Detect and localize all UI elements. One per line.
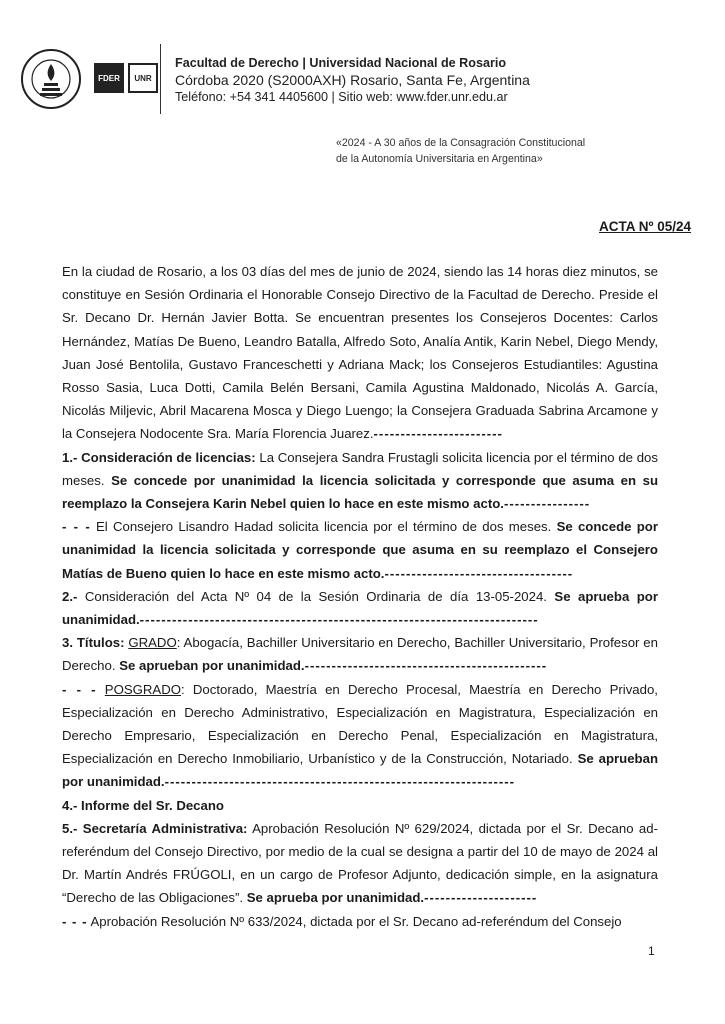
filler-dashes: -------------------------------------------------------------------------- xyxy=(139,612,539,628)
grado-label: GRADO xyxy=(128,635,177,651)
item-resolution: Se aprueban por unanimidad. xyxy=(119,658,305,674)
item-text: Consideración del Acta Nº 04 de la Sesión Ordinaria de día 13-05-2024. xyxy=(77,588,555,604)
unr-logo: UNR xyxy=(128,63,158,93)
item-text: Aprobación Resolución Nº 629/2024, dictada por el Sr. Decano ad-referéndum del Consejo Directivo, por medio de la cual se designa a partir del 10 de mayo de 2024 al Dr. Martín Andrés FRÚGOLI, en un cargo de Profesor Adjunto, dedicación simple, en la asignatura “Derecho de las Obligaciones”. xyxy=(62,820,658,906)
filler-dashes: --------------------- xyxy=(424,890,538,906)
motto xyxy=(336,135,585,167)
item-resolution: Se aprueba por unanimidad. xyxy=(62,588,658,628)
item-text: La Consejera Sandra Frustagli solicita licencia por el término de dos meses. xyxy=(62,449,658,488)
lead-dashes: - - - xyxy=(62,913,88,929)
item-5 xyxy=(62,817,658,910)
institution-name: Facultad de Derecho | Universidad Nacional de Rosario xyxy=(175,56,507,70)
acta-title: ACTA Nº 05/24 xyxy=(599,219,691,234)
item-resolution: Se aprueba por unanimidad. xyxy=(246,890,425,906)
item-heading: 2.- xyxy=(62,588,78,604)
item-text: El Consejero Lisandro Hadad solicita licencia por el término de dos meses. xyxy=(90,519,557,535)
university-seal-icon xyxy=(20,48,82,110)
item-3 xyxy=(62,631,658,677)
item-3b xyxy=(62,678,658,794)
item-resolution: Se concede por unanimidad la licencia solicitada y corresponde que asuma en su reemplazo la Consejera Karin Nebel quien lo hace en este mismo acto. xyxy=(62,472,658,512)
filler-dashes: ----------------------------------- xyxy=(384,565,574,581)
motto-line-2: de la Autonomía Universitaria en Argentina» xyxy=(336,153,543,165)
opening-text: En la ciudad de Rosario, a los 03 días del mes de junio de 2024, siendo las 14 horas diez minutos, se constituye en Sesión Ordinaria el Honorable Consejo Directivo de la Facultad de Derecho. Preside el Sr. Decano Dr. Hernán Javier Botta. Se encuentran presentes los Consejeros Docentes: Carlos Hernández, Matías De Bueno, Leandro Batalla, Alfredo Soto, Analía Antik, Karin Nebel, Diego Mendy, Juan José Bentolila, Gustavo Franceschetti y Adriana Mack; los Consejeros Estudiantiles: Agustina Rosso Sasia, Luca Dotti, Camila Belén Bersani, Camila Agustina Maldonado, Nicolás A. García, Nicolás Miljevic, Abril Macarena Mosca y Diego Luengo; la Consejera Graduada Sabrina Arcamone y la Consejera Nodocente Sra. María Florencia Juarez. xyxy=(62,264,658,442)
filler-dashes: ----------------------------------------------------------------- xyxy=(164,774,516,790)
motto-line-1: «2024 - A 30 años de la Consagración Constitucional xyxy=(336,137,586,149)
header-logos xyxy=(20,48,160,110)
institution-address: Córdoba 2020 (S2000AXH) Rosario, Santa Fe, Argentina xyxy=(175,72,530,88)
item-4 xyxy=(62,794,658,817)
minutes-body xyxy=(62,260,658,933)
posgrado-label: POSGRADO xyxy=(104,681,181,697)
item-2 xyxy=(62,585,658,631)
item-text: Aprobación Resolución Nº 633/2024, dictada por el Sr. Decano ad-referéndum del Consejo xyxy=(87,913,622,929)
opening-paragraph xyxy=(62,260,658,446)
page-number: 1 xyxy=(648,944,655,958)
item-heading: 1.- Consideración de licencias: xyxy=(62,449,256,465)
item-resolution: Se aprueban por unanimidad. xyxy=(62,751,659,790)
institution-contact: Teléfono: +54 341 4405600 | Sitio web: www.fder.unr.edu.ar xyxy=(175,90,508,104)
filler-dashes: --------------------------------------------- xyxy=(304,658,548,674)
header-divider xyxy=(160,44,161,114)
filler-dashes: ------------------------ xyxy=(373,426,503,442)
lead-dashes: - - - xyxy=(62,681,97,697)
item-text: : Doctorado, Maestría en Derecho Procesal, Maestría en Derecho Privado, Especialización en Derecho Administrativo, Especialización en Magistratura, Especialización en Derecho Empresario, Especialización en Derecho Penal, Especialización en Magistratura, Especialización en Derecho Inmobiliario, Urbanístico y de la Construcción, Notariado. xyxy=(62,681,658,767)
lead-dashes: - - - xyxy=(62,519,91,535)
item-5b xyxy=(62,910,658,933)
item-heading: 3. Títulos: xyxy=(62,635,125,651)
item-1 xyxy=(62,446,658,516)
fder-logo: FDER xyxy=(94,63,124,93)
filler-dashes: ---------------- xyxy=(503,496,591,512)
item-text: : Abogacía, Bachiller Universitario en Derecho, Bachiller Universitario, Profesor en Derecho. xyxy=(62,635,658,674)
item-heading: 5.- Secretaría Administrativa: xyxy=(62,820,248,836)
item-resolution: Se concede por unanimidad la licencia solicitada y corresponde que asuma en su reemplazo el Consejero Matías de Bueno quien lo hace en este mismo acto. xyxy=(62,519,658,581)
item-1b xyxy=(62,515,658,585)
letterhead xyxy=(175,55,530,106)
item-heading: 4.- Informe del Sr. Decano xyxy=(62,797,224,813)
